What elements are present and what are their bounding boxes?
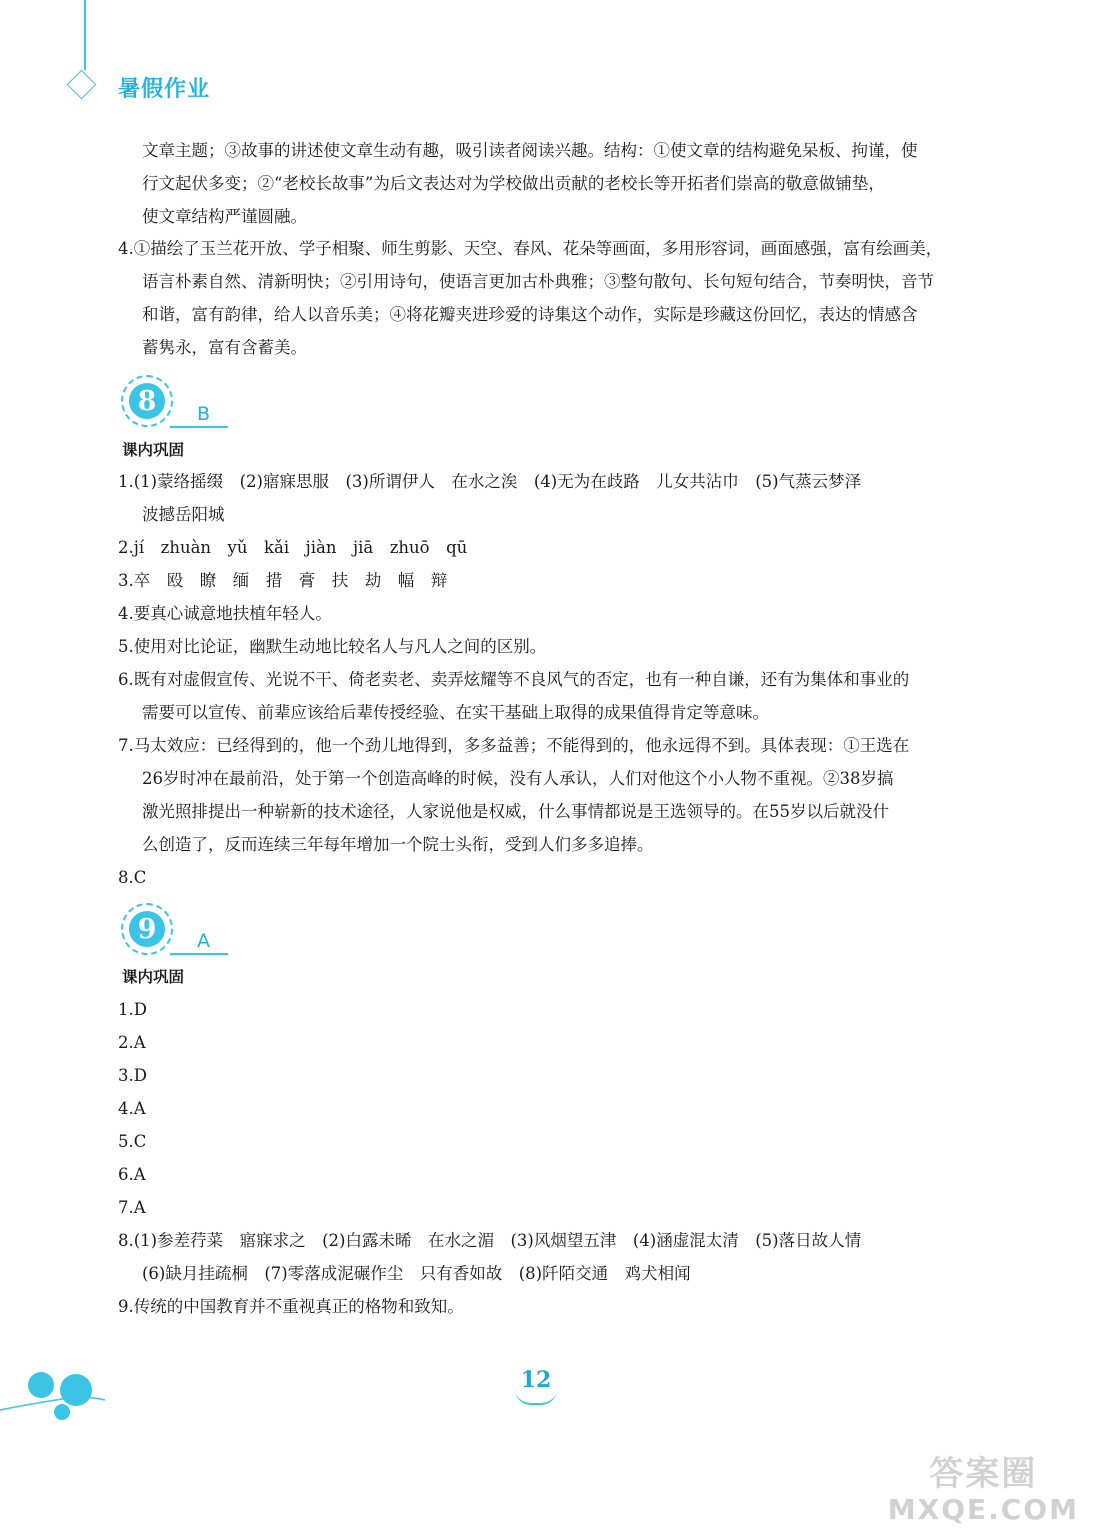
text-line: 行文起伏多变；②“老校长故事”为后文表达对为学校做出贡献的老校长等开拓者们崇高的敬意做铺垫， (142, 174, 885, 193)
watermark-line: 答案圈 (929, 1454, 1038, 1494)
text-line: 4.①描绘了玉兰花开放、学子相聚、师生剪影、天空、春风、花朵等画面，多用形容词，画面感强，富有绘画美， (118, 239, 943, 258)
text-line: 么创造了，反而连续三年每年增加一个院士头衔，受到人们多多追捧。 (142, 835, 654, 854)
answer-item-4 (118, 232, 958, 364)
text-line: 波撼岳阳城 (142, 505, 225, 524)
text-line: 语言朴素自然、清新明快；②引用诗句，使语言更加古朴典雅；③整句散句、长句短句结合，节奏明快，音节 (142, 272, 934, 291)
answer-item: 4.要真心诚意地扶植年轻人。 (118, 604, 332, 623)
watermark (888, 1456, 1079, 1528)
text-line: 蓄隽永，富有含蓄美。 (142, 338, 307, 357)
header-diamond-icon (67, 70, 97, 100)
answer-item: 9.传统的中国教育并不重视真正的格物和致知。 (118, 1297, 464, 1316)
answer-item: 1.D (118, 1000, 147, 1019)
text-line: 文章主题；③故事的讲述使文章生动有趣，吸引读者阅读兴趣。结构：①使文章的结构避免呆板、拘谨，使 (142, 141, 918, 160)
header-vertical-line (84, 0, 86, 70)
section-number: 9 (127, 909, 167, 949)
text-line: 8.(1)参差荇菜 寤寐求之 (2)白露未晞 在水之湄 (3)风烟望五津 (4)涵虚混太清 (5)落日故人情 (118, 1231, 862, 1250)
section-9-answers (118, 993, 958, 1323)
text-line: 需要可以宣传、前辈应该给后辈传授经验、在实干基础上取得的成果值得肯定等意味。 (142, 703, 769, 722)
answer-item (118, 465, 958, 531)
watermark-line: MXQE.COM (887, 1493, 1079, 1526)
text-line: 1.(1)蒙络摇缀 (2)寤寐思服 (3)所谓伊人 在水之涘 (4)无为在歧路 儿女共沾巾 (5)气蒸云梦泽 (118, 472, 862, 491)
top-paragraph (118, 134, 958, 233)
text-line: 26岁时冲在最前沿，处于第一个创造高峰的时候，没有人承认，人们对他这个小人物不重视。②38岁搞 (142, 769, 894, 788)
answer-item (118, 1224, 958, 1290)
answer-item (118, 663, 958, 729)
text-line: 7.马太效应：已经得到的，他一个劲儿地得到，多多益善；不能得到的，他永远得不到。具体表现：①王选在 (118, 736, 910, 755)
section-level-letter: B (197, 403, 211, 425)
text-line: 激光照排提出一种崭新的技术途径，人家说他是权威，什么事情都说是王选领导的。在55岁以后就没什 (142, 802, 889, 821)
section-rule (170, 953, 228, 955)
answer-item: 3.卒 殴 瞭 缅 措 膏 扶 劫 幅 辩 (118, 571, 448, 590)
answer-item: 5.C (118, 1132, 147, 1151)
page-number-arc (515, 1389, 557, 1405)
answer-item: 7.A (118, 1198, 146, 1217)
answer-item: 2.A (118, 1033, 146, 1052)
section-subhead: 课内巩固 (122, 441, 185, 459)
section-number: 8 (127, 381, 167, 421)
text-line: (6)缺月挂疏桐 (7)零落成泥碾作尘 只有香如故 (8)阡陌交通 鸡犬相闻 (142, 1264, 691, 1283)
answer-item: 8.C (118, 868, 147, 887)
page-number-block (505, 1365, 567, 1405)
section-9-badge (121, 903, 173, 955)
page-number: 12 (520, 1367, 552, 1393)
section-8-badge (121, 375, 173, 427)
text-line: 6.既有对虚假宣传、光说不干、倚老卖老、卖弄炫耀等不良风气的否定，也有一种自谦，还有为集体和事业的 (118, 670, 910, 689)
answer-item: 2.jí zhuàn yǔ kǎi jiàn jiā zhuō qū (118, 538, 468, 557)
section-level-letter: A (197, 930, 210, 952)
answer-item: 6.A (118, 1165, 146, 1184)
answer-item: 3.D (118, 1066, 147, 1085)
header-title: 暑假作业 (118, 77, 211, 102)
answer-item (118, 729, 958, 861)
text-line: 和谐，富有韵律，给人以音乐美；④将花瓣夹进珍爱的诗集这个动作，实际是珍藏这份回忆，表达的情感含 (142, 305, 918, 324)
answer-item: 5.使用对比论证，幽默生动地比较名人与凡人之间的区别。 (118, 637, 547, 656)
decorative-branch-icon (0, 1380, 110, 1420)
section-subhead: 课内巩固 (122, 968, 185, 986)
answer-item: 4.A (118, 1099, 146, 1118)
section-rule (170, 426, 228, 428)
section-8-answers (118, 465, 958, 894)
text-line: 使文章结构严谨圆融。 (142, 207, 307, 226)
